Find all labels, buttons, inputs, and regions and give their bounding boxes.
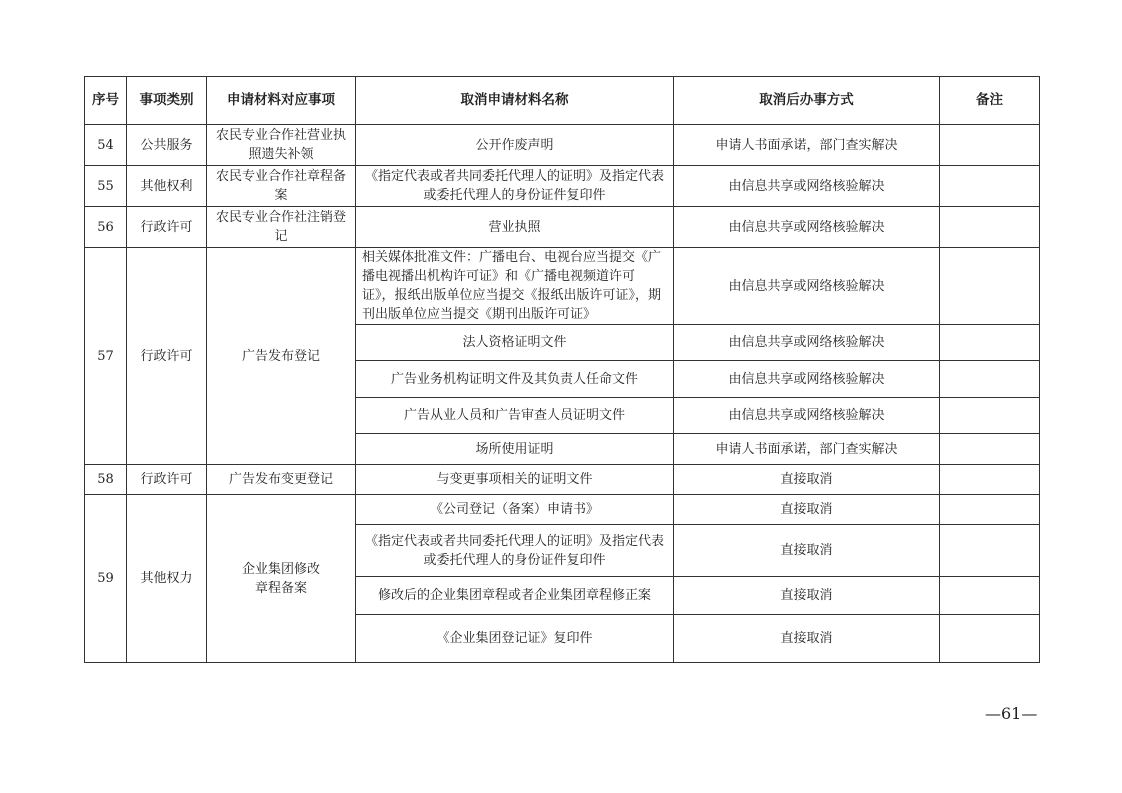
header-category: 事项类别: [127, 77, 207, 125]
row-note: [940, 615, 1040, 663]
row-note: [940, 325, 1040, 361]
table-header-row: [85, 77, 1040, 125]
row-material: 《企业集团登记证》复印件: [356, 615, 674, 663]
row-material: 广告业务机构证明文件及其负责人任命文件: [356, 361, 674, 398]
table-row: [85, 166, 1040, 207]
row-no: 58: [85, 465, 127, 495]
row-material: 修改后的企业集团章程或者企业集团章程修正案: [356, 577, 674, 615]
row-material: 《指定代表或者共同委托代理人的证明》及指定代表或委托代理人的身份证件复印件: [356, 166, 674, 207]
row-method: 由信息共享或网络核验解决: [674, 207, 940, 248]
row-no: 57: [85, 248, 127, 465]
row-material: 营业执照: [356, 207, 674, 248]
row-matter: 企业集团修改章程备案: [207, 495, 356, 663]
materials-table: [84, 76, 1040, 663]
row-material: 场所使用证明: [356, 434, 674, 465]
row-method: 由信息共享或网络核验解决: [674, 398, 940, 434]
row-material: 广告从业人员和广告审查人员证明文件: [356, 398, 674, 434]
row-no: 59: [85, 495, 127, 663]
row-note: [940, 125, 1040, 166]
header-matter: 申请材料对应事项: [207, 77, 356, 125]
row-no: 56: [85, 207, 127, 248]
row-note: [940, 495, 1040, 525]
row-note: [940, 361, 1040, 398]
table-row: [85, 207, 1040, 248]
table-row: [85, 465, 1040, 495]
row-note: [940, 525, 1040, 577]
header-method: 取消后办事方式: [674, 77, 940, 125]
row-category: 行政许可: [127, 248, 207, 465]
table-row: [85, 248, 1040, 325]
row-method: 直接取消: [674, 615, 940, 663]
row-method: 直接取消: [674, 525, 940, 577]
row-method: 申请人书面承诺，部门查实解决: [674, 434, 940, 465]
row-method: 直接取消: [674, 465, 940, 495]
row-note: [940, 166, 1040, 207]
row-matter: 广告发布变更登记: [207, 465, 356, 495]
table-row: [85, 125, 1040, 166]
header-note: 备注: [940, 77, 1040, 125]
page-number: —61—: [985, 704, 1038, 723]
row-method: 由信息共享或网络核验解决: [674, 248, 940, 325]
row-category: 公共服务: [127, 125, 207, 166]
row-method: 直接取消: [674, 577, 940, 615]
row-material: 法人资格证明文件: [356, 325, 674, 361]
row-category: 其他权利: [127, 166, 207, 207]
row-matter: 农民专业合作社章程备案: [207, 166, 356, 207]
row-note: [940, 577, 1040, 615]
row-method: 由信息共享或网络核验解决: [674, 325, 940, 361]
row-method: 申请人书面承诺，部门查实解决: [674, 125, 940, 166]
row-matter: 广告发布登记: [207, 248, 356, 465]
row-method: 直接取消: [674, 495, 940, 525]
row-material: 与变更事项相关的证明文件: [356, 465, 674, 495]
row-note: [940, 465, 1040, 495]
row-material: 《公司登记（备案）申请书》: [356, 495, 674, 525]
row-method: 由信息共享或网络核验解决: [674, 166, 940, 207]
row-category: 行政许可: [127, 207, 207, 248]
table-row: [85, 495, 1040, 525]
row-note: [940, 434, 1040, 465]
row-note: [940, 248, 1040, 325]
row-material: 相关媒体批准文件：广播电台、电视台应当提交《广播电视播出机构许可证》和《广播电视频道许可证》，报纸出版单位应当提交《报纸出版许可证》，期刊出版单位应当提交《期刊出版许可证》: [356, 248, 674, 325]
row-matter: 农民专业合作社注销登记: [207, 207, 356, 248]
row-method: 由信息共享或网络核验解决: [674, 361, 940, 398]
row-no: 55: [85, 166, 127, 207]
row-material: 公开作废声明: [356, 125, 674, 166]
header-material: 取消申请材料名称: [356, 77, 674, 125]
row-material: 《指定代表或者共同委托代理人的证明》及指定代表或委托代理人的身份证件复印件: [356, 525, 674, 577]
row-matter: 农民专业合作社营业执照遗失补领: [207, 125, 356, 166]
row-category: 行政许可: [127, 465, 207, 495]
row-note: [940, 207, 1040, 248]
header-no: 序号: [85, 77, 127, 125]
row-no: 54: [85, 125, 127, 166]
row-note: [940, 398, 1040, 434]
row-category: 其他权力: [127, 495, 207, 663]
